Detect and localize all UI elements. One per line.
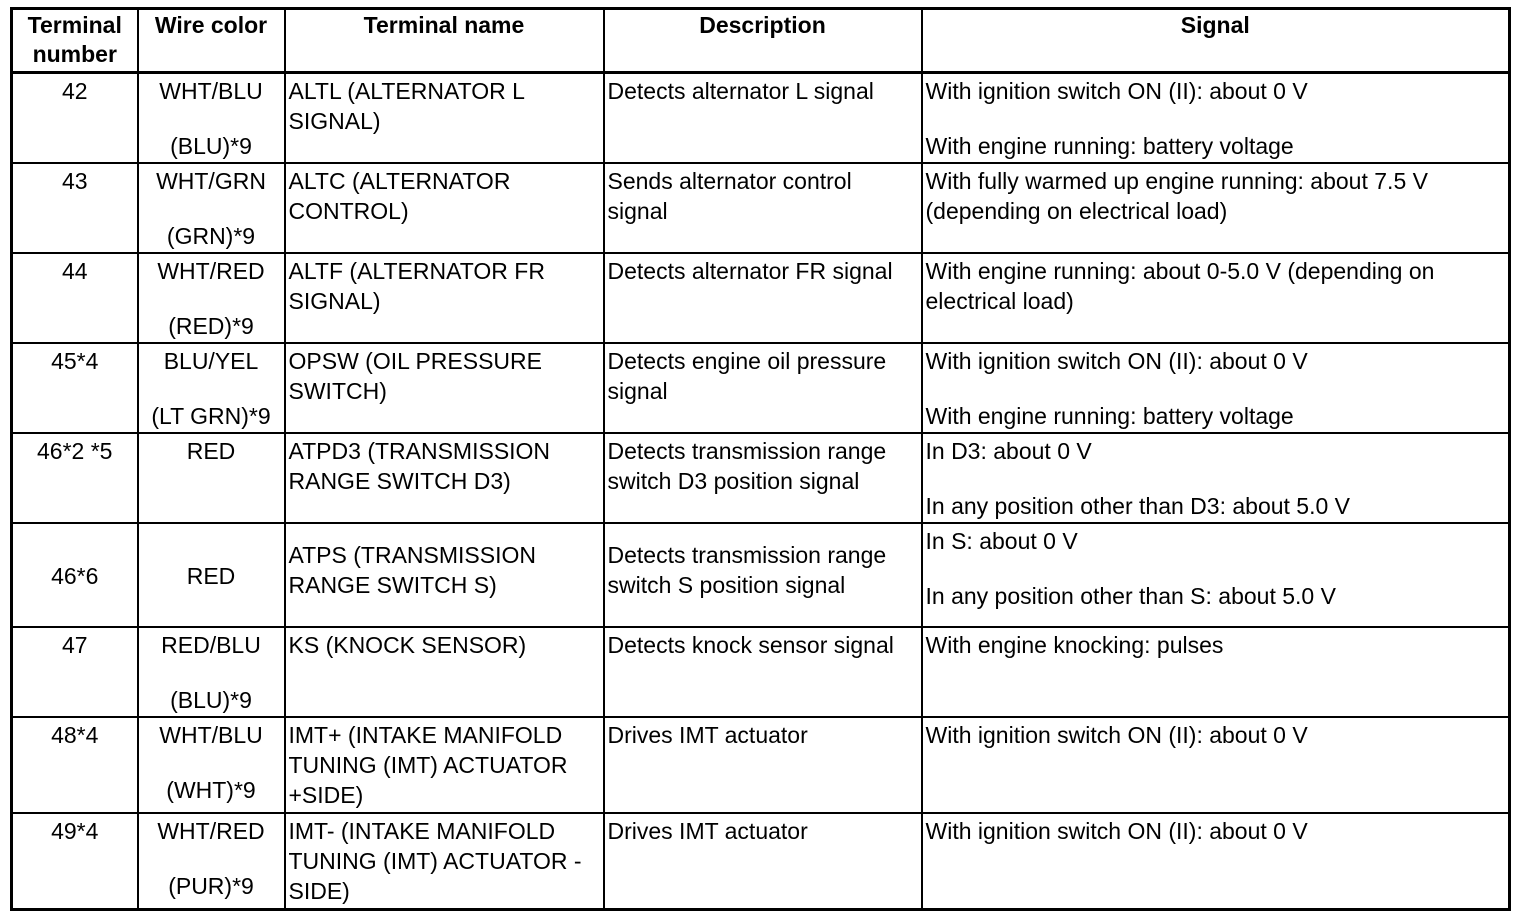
signal-line: With engine running: battery voltage	[925, 133, 1294, 159]
header-description: Description	[604, 9, 922, 73]
description-cell: Detects transmission range switch D3 position signal	[604, 433, 922, 523]
signal-line: In any position other than S: about 5.0 V	[925, 583, 1336, 609]
wire-color: WHT/BLU	[159, 722, 263, 748]
description-cell: Drives IMT actuator	[604, 813, 922, 910]
terminal-number-cell: 42	[12, 73, 138, 164]
signal-line: In D3: about 0 V	[925, 438, 1092, 464]
terminal-number-cell: 46*2 *5	[12, 433, 138, 523]
wire-color-cell	[138, 343, 285, 433]
table-row	[12, 73, 1510, 164]
signal-line: With engine running: about 0-5.0 V (depending on electrical load)	[925, 258, 1435, 314]
signal-cell	[922, 717, 1510, 813]
terminal-name-cell: ALTL (ALTERNATOR L SIGNAL)	[285, 73, 604, 164]
terminal-name-cell: ALTF (ALTERNATOR FR SIGNAL)	[285, 253, 604, 343]
signal-cell	[922, 253, 1510, 343]
wire-color-alt: (GRN)*9	[166, 223, 256, 249]
table-row	[12, 343, 1510, 433]
table-row	[12, 253, 1510, 343]
header-wire-color: Wire color	[138, 9, 285, 73]
table-row	[12, 523, 1510, 627]
signal-line: With fully warmed up engine running: about 7.5 V (depending on electrical load)	[925, 168, 1428, 224]
description-cell: Detects alternator FR signal	[604, 253, 922, 343]
signal-line: With ignition switch ON (II): about 0 V	[925, 722, 1308, 748]
wire-color-alt: (RED)*9	[168, 313, 254, 339]
terminal-number-cell: 45*4	[12, 343, 138, 433]
signal-cell	[922, 163, 1510, 253]
signal-line: With engine running: battery voltage	[925, 403, 1294, 429]
wire-color: WHT/BLU	[159, 78, 263, 104]
wire-color-cell	[138, 73, 285, 164]
wire-color: WHT/RED	[157, 258, 265, 284]
wire-color: WHT/RED	[157, 818, 265, 844]
wire-color-alt: (PUR)*9	[168, 873, 254, 899]
description-cell: Detects engine oil pressure signal	[604, 343, 922, 433]
terminal-number-cell: 46*6	[12, 523, 138, 627]
wire-color-alt: (BLU)*9	[170, 133, 252, 159]
table-row	[12, 813, 1510, 910]
table-row	[12, 717, 1510, 813]
wire-color: RED	[186, 438, 236, 464]
signal-cell	[922, 813, 1510, 910]
wire-color-alt: (LT GRN)*9	[151, 403, 271, 429]
signal-line: With ignition switch ON (II): about 0 V	[925, 78, 1308, 104]
table-row	[12, 433, 1510, 523]
signal-cell	[922, 523, 1510, 627]
wire-color-alt: (WHT)*9	[166, 777, 256, 803]
signal-cell	[922, 627, 1510, 717]
wire-color: RED/BLU	[161, 632, 261, 658]
table-row	[12, 627, 1510, 717]
header-signal: Signal	[922, 9, 1510, 73]
terminal-name-cell: IMT- (INTAKE MANIFOLD TUNING (IMT) ACTUATOR -SIDE)	[285, 813, 604, 910]
header-row	[12, 9, 1510, 73]
description-cell: Detects knock sensor signal	[604, 627, 922, 717]
terminal-name-cell: KS (KNOCK SENSOR)	[285, 627, 604, 717]
header-terminal-number: Terminal number	[12, 9, 138, 73]
terminal-number-cell: 49*4	[12, 813, 138, 910]
signal-line: In any position other than D3: about 5.0 V	[925, 493, 1351, 519]
signal-line: With engine knocking: pulses	[925, 632, 1224, 658]
table-row	[12, 163, 1510, 253]
wire-color: RED	[186, 563, 236, 589]
wire-color-cell	[138, 163, 285, 253]
terminal-name-cell: ATPD3 (TRANSMISSION RANGE SWITCH D3)	[285, 433, 604, 523]
wire-color-cell	[138, 523, 285, 627]
signal-cell	[922, 73, 1510, 164]
wire-color-cell	[138, 433, 285, 523]
wire-color-cell	[138, 253, 285, 343]
description-cell: Detects transmission range switch S position signal	[604, 523, 922, 627]
description-cell: Detects alternator L signal	[604, 73, 922, 164]
terminal-name-cell: OPSW (OIL PRESSURE SWITCH)	[285, 343, 604, 433]
terminal-name-cell: ATPS (TRANSMISSION RANGE SWITCH S)	[285, 523, 604, 627]
terminal-name-cell: ALTC (ALTERNATOR CONTROL)	[285, 163, 604, 253]
terminal-name-cell: IMT+ (INTAKE MANIFOLD TUNING (IMT) ACTUATOR +SIDE)	[285, 717, 604, 813]
signal-line: With ignition switch ON (II): about 0 V	[925, 818, 1308, 844]
wire-color: BLU/YEL	[163, 348, 259, 374]
terminal-number-cell: 48*4	[12, 717, 138, 813]
wire-color-cell	[138, 813, 285, 910]
terminal-number-cell: 47	[12, 627, 138, 717]
wire-color: WHT/GRN	[156, 168, 266, 194]
signal-line: In S: about 0 V	[925, 528, 1078, 554]
signal-cell	[922, 433, 1510, 523]
header-terminal-name: Terminal name	[285, 9, 604, 73]
wire-color-cell	[138, 717, 285, 813]
description-cell: Drives IMT actuator	[604, 717, 922, 813]
signal-cell	[922, 343, 1510, 433]
terminal-number-cell: 44	[12, 253, 138, 343]
wire-color-alt: (BLU)*9	[170, 687, 252, 713]
terminal-number-cell: 43	[12, 163, 138, 253]
description-cell: Sends alternator control signal	[604, 163, 922, 253]
signal-line: With ignition switch ON (II): about 0 V	[925, 348, 1308, 374]
wire-color-cell	[138, 627, 285, 717]
terminal-table	[10, 7, 1511, 911]
